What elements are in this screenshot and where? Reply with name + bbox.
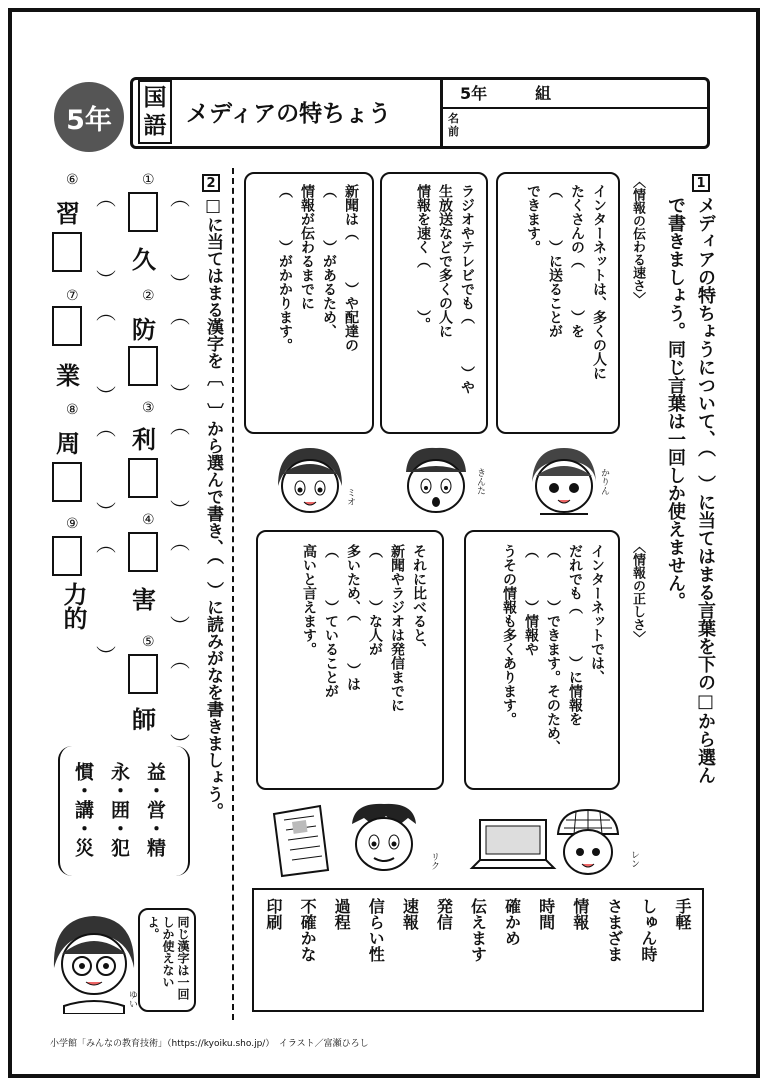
name-label[interactable]: 名前 <box>448 112 459 138</box>
name-karin: かりん <box>599 468 609 495</box>
kanji-answer-box[interactable] <box>128 532 158 572</box>
item-number: ⑨ <box>66 516 79 532</box>
kanji-given: 周 <box>56 430 80 458</box>
section-accuracy: 〈情報の正しさ〉 <box>630 540 645 644</box>
class-label: 5年 組 <box>460 84 552 103</box>
q1-instruction: メディアの特ちょうについて、（ ）に当てはまる言葉を下の□から選んで書きましょう。同じ言葉は一回しか使えません。 <box>665 196 716 784</box>
reading-paren[interactable]: ︶ <box>96 500 116 524</box>
laptop-and-ren-icon <box>466 806 626 878</box>
header-separator <box>440 77 443 149</box>
name-ren: レン <box>629 850 639 868</box>
subject-bottom: 語 <box>143 113 167 139</box>
kanji-answer-box[interactable] <box>128 458 158 498</box>
subject-top: 国 <box>143 85 167 111</box>
word-bank-item: 手軽 <box>672 898 692 930</box>
kanji-choice-row: 慣・講・災 <box>72 762 94 857</box>
kanji-given: 利 <box>132 426 156 454</box>
bubble-karin <box>496 172 620 434</box>
word-bank-item: 伝えます <box>468 898 488 962</box>
kanji-answer-box[interactable] <box>52 536 82 576</box>
subject-box <box>138 80 172 144</box>
kanji-given: 師 <box>132 706 156 734</box>
kanji-given: 害 <box>132 586 156 614</box>
girl-mio-icon <box>270 442 350 520</box>
q1-number: 1 <box>692 174 710 192</box>
reading-paren[interactable]: ︶ <box>170 732 190 756</box>
reading-paren[interactable]: ︵ <box>96 532 116 556</box>
word-bank-item: さまざま <box>604 898 624 962</box>
item-number: ⑤ <box>142 634 155 650</box>
kanji-given: 習 <box>56 200 80 228</box>
bubble-mio <box>244 172 374 434</box>
kanji-answer-box[interactable] <box>128 346 158 386</box>
grade-badge <box>54 82 124 152</box>
girl-karin-icon <box>524 442 604 520</box>
reading-paren[interactable]: ︵ <box>96 416 116 440</box>
bubble-karin-text: インターネットは、多くの人に たくさんの（ ）を （ ）に送ることが できます。 <box>525 184 607 380</box>
hint-bubble <box>138 908 196 1012</box>
hint-text: 同じ漢字は一回しか使えないよ。 <box>146 916 190 1000</box>
reading-paren[interactable]: ︶ <box>96 384 116 408</box>
kanji-answer-box[interactable] <box>52 232 82 272</box>
word-bank-item: 速報 <box>400 898 420 930</box>
page-title: メディアの特ちょう <box>186 101 392 127</box>
word-bank-item: しゅん時 <box>638 898 658 962</box>
word-bank-item: 情報 <box>570 898 590 930</box>
bubble-kinta-text: ラジオやテレビでも（ ）や 生放送などで多くの人に 情報を速く（ ）。 <box>415 184 475 394</box>
kanji-given: 力的 <box>59 582 87 630</box>
q2-number: 2 <box>202 174 220 192</box>
kanji-choice-row: 益・営・精 <box>144 762 166 857</box>
name-yui: ゆい <box>127 990 137 1008</box>
reading-paren[interactable]: ︶ <box>170 498 190 522</box>
header-row-line <box>440 107 710 109</box>
kanji-answer-box[interactable] <box>52 306 82 346</box>
reading-paren[interactable]: ︵ <box>96 186 116 210</box>
item-number: ① <box>142 172 155 188</box>
kanji-answer-box[interactable] <box>52 462 82 502</box>
kanji-answer-box[interactable] <box>128 654 158 694</box>
reading-paren[interactable]: ︶ <box>170 272 190 296</box>
bubble-ren <box>464 530 620 790</box>
kanji-choice-row: 永・囲・犯 <box>108 762 130 857</box>
item-number: ③ <box>142 400 155 416</box>
kanji-given: 久 <box>132 246 156 274</box>
footer-credit: 小学館「みんなの教育技術」（https://kyoiku.sho.jp/） イラスト／富瀬ひろし <box>50 1039 369 1049</box>
item-number: ⑦ <box>66 288 79 304</box>
word-bank-item: 発信 <box>434 898 454 930</box>
word-bank-item: 時間 <box>536 898 556 930</box>
name-riku: リク <box>429 852 439 870</box>
newspaper-and-riku-icon <box>270 800 430 880</box>
reading-paren[interactable]: ︵ <box>170 530 190 554</box>
name-kinta: きんた <box>475 468 485 495</box>
bubble-ren-text: インターネットでは、 だれでも（ ）に情報を （ ）できます。そのため、 （ ）情報や うその情報も多くあります。 <box>501 544 605 754</box>
kanji-answer-box[interactable] <box>128 192 158 232</box>
item-number: ⑥ <box>66 172 79 188</box>
item-number: ⑧ <box>66 402 79 418</box>
word-bank-item: 過程 <box>332 898 352 930</box>
bubble-riku <box>256 530 444 790</box>
reading-paren[interactable]: ︵ <box>170 304 190 328</box>
kanji-given: 業 <box>56 362 80 390</box>
grade-label: 5年 <box>66 104 112 136</box>
reading-paren[interactable]: ︵ <box>170 648 190 672</box>
word-bank-item: 印刷 <box>264 898 283 930</box>
reading-paren[interactable]: ︶ <box>170 614 190 638</box>
reading-paren[interactable]: ︵ <box>170 186 190 210</box>
section-divider <box>232 168 234 1020</box>
word-bank-item: 不確かな <box>298 898 318 962</box>
reading-paren[interactable]: ︵ <box>170 414 190 438</box>
name-mio: ミオ <box>345 488 355 506</box>
word-bank-list <box>262 898 694 1006</box>
word-bank-item: 信らい性 <box>366 898 386 962</box>
bubble-kinta <box>380 172 488 434</box>
word-bank-item: 確かめ <box>502 898 522 946</box>
kanji-given: 防 <box>132 316 156 344</box>
bubble-riku-text: それに比べると、 新聞やラジオは発信までに （ ）な人が 多いため、（ ）は （ ）ていることが 高いと言えます。 <box>301 544 427 712</box>
bubble-mio-text: 新聞は（ ）や配達の （ ）があるため、 情報が伝わるまでに （ ）がかかります。 <box>277 184 359 352</box>
reading-paren[interactable]: ︶ <box>170 382 190 406</box>
boy-kinta-icon <box>398 442 474 520</box>
reading-paren[interactable]: ︶ <box>96 268 116 292</box>
item-number: ② <box>142 288 155 304</box>
reading-paren[interactable]: ︶ <box>96 644 116 668</box>
q2-instruction: □に当てはまる漢字を〔 〕から選んで書き、（ ）に読みがなを書きましょう。 <box>203 196 223 820</box>
item-number: ④ <box>142 512 155 528</box>
section-speed: 〈情報の伝わる速さ〉 <box>630 175 645 305</box>
reading-paren[interactable]: ︵ <box>96 300 116 324</box>
